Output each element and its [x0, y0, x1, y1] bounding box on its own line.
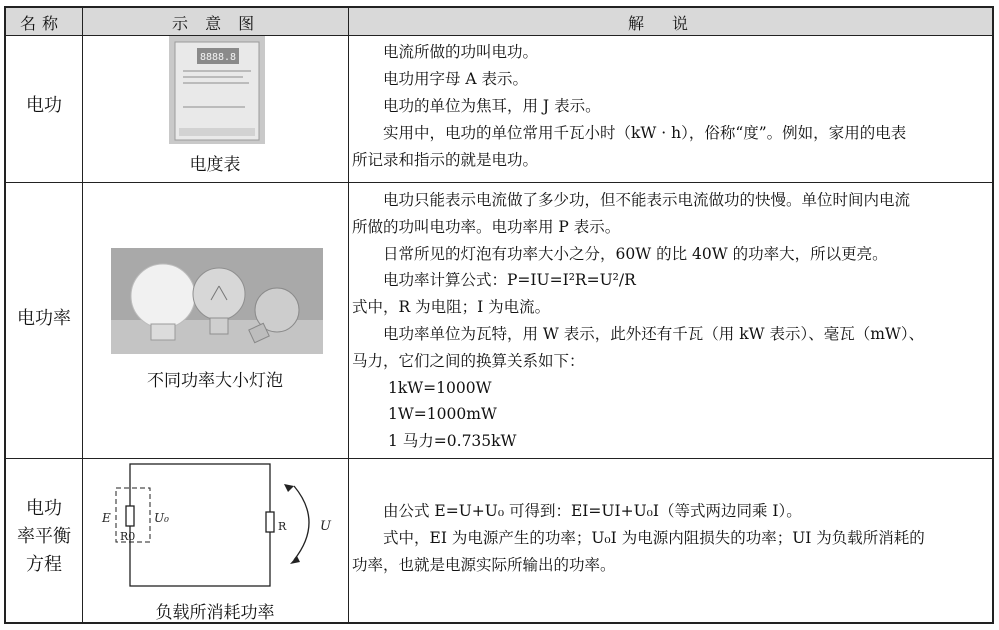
explain-electric-work: [352, 39, 988, 174]
header-diagram: 示 意 图: [172, 14, 261, 33]
label-R0: R0: [120, 530, 136, 543]
explain-power-balance: [352, 498, 988, 579]
explain-line: 1kW=1000W: [388, 378, 492, 397]
label-E: E: [102, 511, 111, 525]
explain-line: 所做的功叫电功率。电功率用 P 表示。: [352, 217, 621, 236]
table-header: [6, 8, 992, 36]
col-divider: [82, 8, 83, 622]
caption-meter: 电度表: [189, 155, 241, 175]
power-table: [4, 6, 994, 624]
explain-line: 电功只能表示电流做了多少功，但不能表示电流做功的快慢。单位时间内电流: [383, 191, 911, 209]
explain-line: 1W=1000mW: [388, 405, 497, 424]
light-bulbs-photo: [111, 248, 323, 354]
explain-line: 由公式 E=U+U₀ 可得到：EI=UI+U₀I（等式两边同乘 I）。: [383, 502, 802, 520]
row-name-electric-work: 电功: [26, 95, 62, 116]
circuit-diagram: [98, 460, 338, 596]
row-name-electric-power: 电功率: [17, 308, 71, 329]
label-U: U: [320, 519, 331, 534]
explain-line: 电功的单位为焦耳，用 J 表示。: [383, 97, 601, 115]
meter-display: 8888.8: [199, 52, 237, 63]
header-explain: 解 说: [628, 14, 695, 33]
row-name-line: 率平衡: [17, 526, 71, 547]
explain-line: 式中，R 为电阻；I 为电流。: [352, 298, 551, 317]
explain-line: 实用中，电功的单位常用千瓦小时（kW · h），俗称“度”。例如，家用的电表: [383, 124, 907, 142]
row-name-line: 电功: [26, 498, 62, 519]
explain-line: 日常所见的灯泡有功率大小之分，60W 的比 40W 的功率大，所以更亮。: [383, 244, 888, 263]
row-divider: [6, 458, 992, 459]
row-divider: [6, 182, 992, 183]
electric-meter-photo: [169, 36, 265, 144]
explain-line: 电功用字母 A 表示。: [383, 70, 529, 88]
explain-line: 功率，也就是电源实际所输出的功率。: [352, 556, 616, 574]
row-name-power-balance: [6, 495, 82, 579]
explain-electric-power: [352, 187, 988, 455]
caption-bulbs: 不同功率大小灯泡: [147, 371, 283, 391]
row-name-line: 方程: [26, 554, 62, 575]
explain-line: 所记录和指示的就是电功。: [352, 151, 539, 169]
explain-line: 马力，它们之间的换算关系如下：: [352, 351, 585, 370]
label-U0: U₀: [154, 511, 169, 525]
header-name: 名称: [20, 14, 65, 33]
explain-line: 式中，EI 为电源产生的功率；U₀I 为电源内阻损失的功率；UI 为负载所消耗的: [383, 529, 925, 547]
explain-line: 电功率单位为瓦特，用 W 表示，此外还有千瓦（用 kW 表示）、毫瓦（mW）、: [383, 324, 925, 343]
explain-line: 电功率计算公式：P=IU=I²R=U²/R: [383, 271, 636, 290]
col-divider: [348, 8, 349, 622]
explain-line: 1 马力=0.735kW: [388, 432, 517, 451]
caption-load-power: 负载所消耗功率: [155, 603, 275, 623]
explain-line: 电流所做的功叫电功。: [383, 43, 539, 61]
label-R: R: [278, 520, 287, 533]
